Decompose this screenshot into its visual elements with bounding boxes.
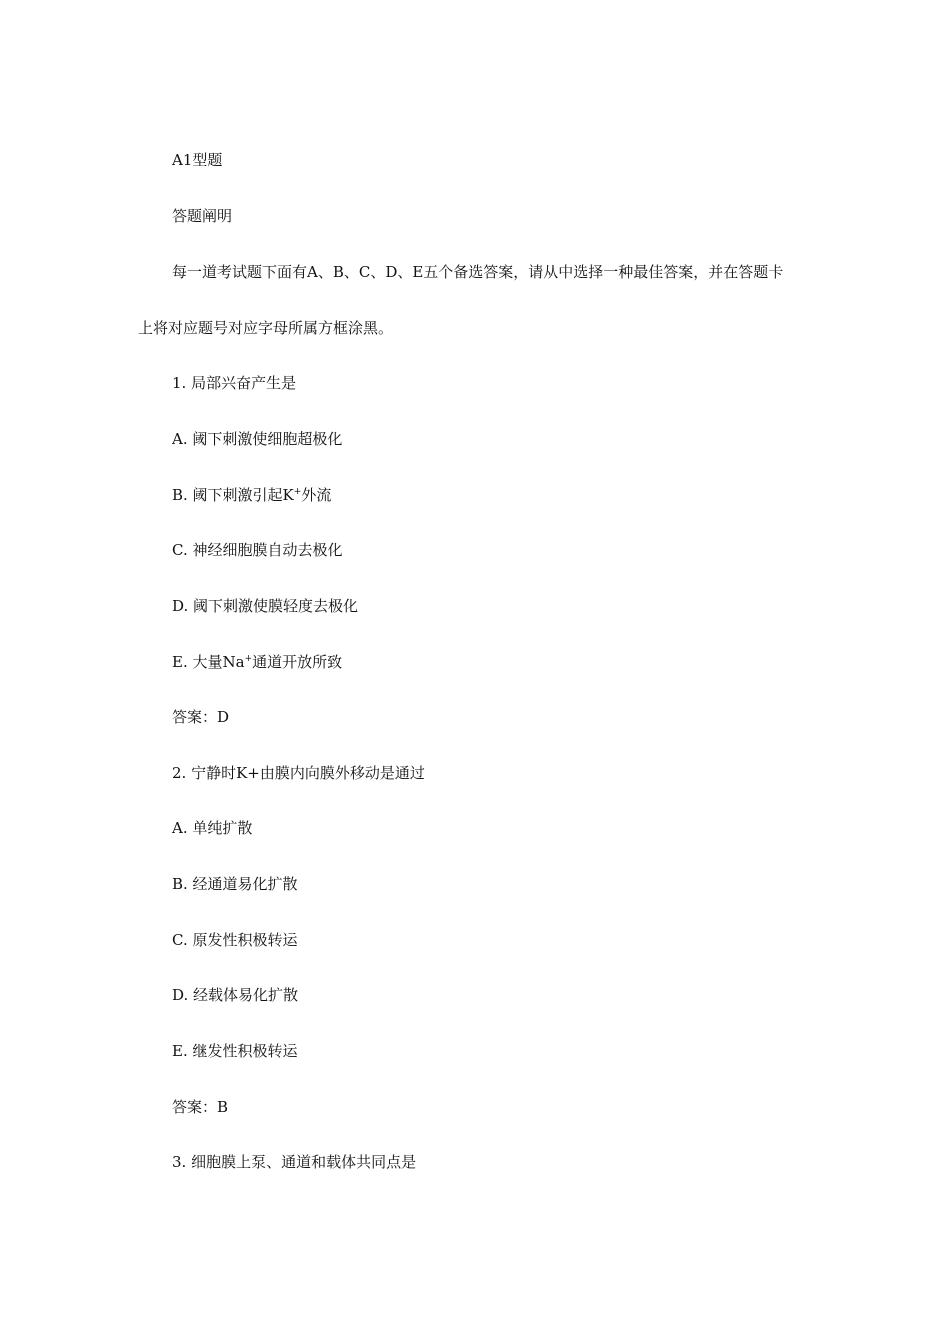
section-heading: A1型题 — [172, 151, 223, 169]
question-1-option-e — [172, 652, 342, 672]
instructions-title: 答题阐明 — [172, 207, 233, 225]
question-1-stem: 1. 局部兴奋产生是 — [172, 374, 297, 392]
instructions-text-line-1: 每一道考试题下面有A、B、C、D、E五个备选答案，请从中选择一种最佳答案，并在答题卡 — [172, 263, 784, 281]
question-1-option-d: D. 阈下刺激使膜轻度去极化 — [172, 597, 359, 615]
question-2-answer: 答案：B — [172, 1098, 229, 1116]
question-1-option-b — [172, 485, 331, 505]
question-1-option-e-text-end: 通道开放所致 — [252, 653, 343, 671]
question-2-stem: 2. 宁静时K+由膜内向膜外移动是通过 — [172, 764, 425, 782]
question-1-option-a: A. 阈下刺激使细胞超极化 — [172, 430, 343, 448]
question-1-option-b-text: B. 阈下刺激引起K — [172, 486, 294, 504]
instructions-text-line-2: 上将对应题号对应字母所属方框涂黑。 — [138, 319, 394, 337]
question-3-stem: 3. 细胞膜上泵、通道和载体共同点是 — [172, 1153, 417, 1171]
question-2-option-e: E. 继发性积极转运 — [172, 1042, 298, 1060]
question-2-option-c: C. 原发性积极转运 — [172, 931, 298, 949]
superscript-plus: + — [244, 654, 253, 664]
question-1-option-c: C. 神经细胞膜自动去极化 — [172, 541, 343, 559]
question-1-answer: 答案：D — [172, 708, 230, 726]
question-2-option-b: B. 经通道易化扩散 — [172, 875, 298, 893]
question-1-option-e-text: E. 大量Na — [172, 653, 245, 671]
question-2-option-a: A. 单纯扩散 — [172, 819, 253, 837]
question-2-option-d: D. 经载体易化扩散 — [172, 986, 299, 1004]
question-1-option-b-text-end: 外流 — [301, 486, 332, 504]
superscript-plus: + — [293, 487, 302, 497]
